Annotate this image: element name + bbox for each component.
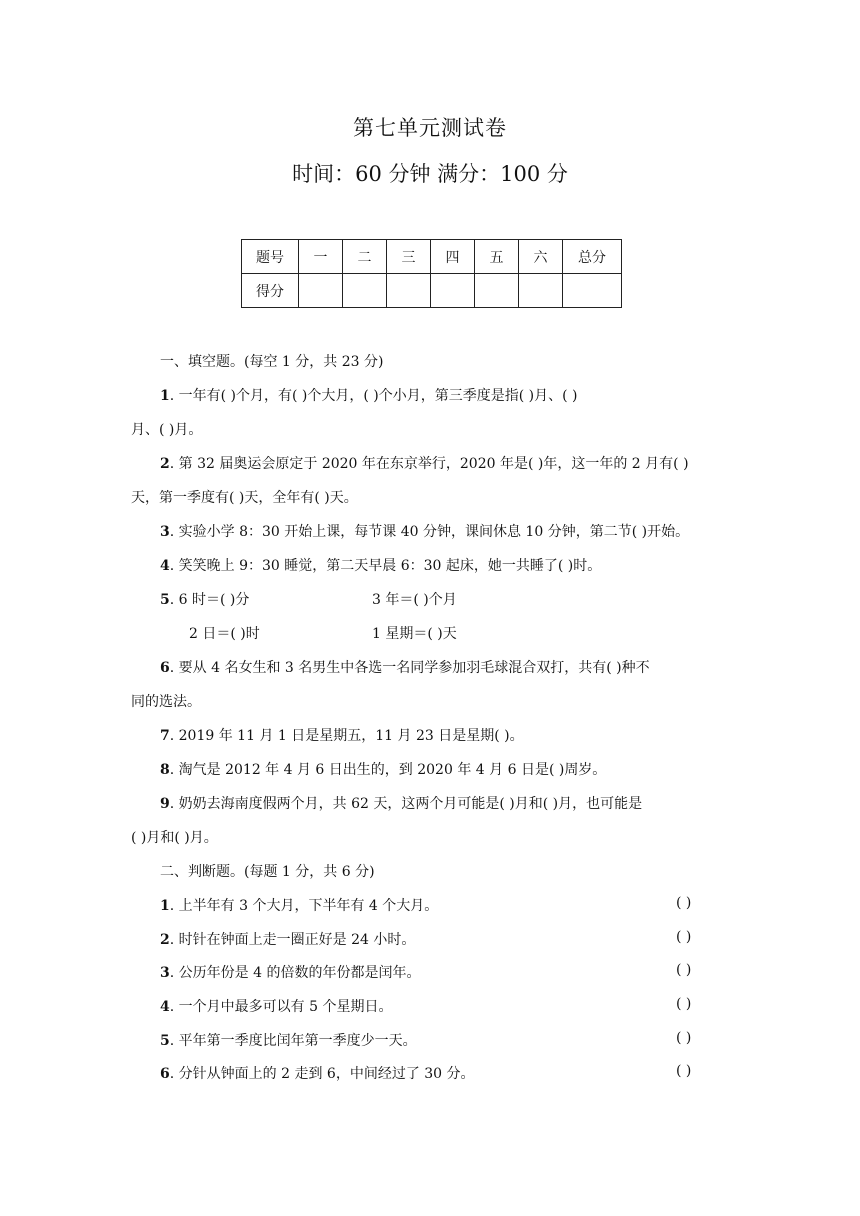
score-cell[interactable] <box>475 274 519 308</box>
question-number: 4 <box>160 558 170 574</box>
score-cell[interactable] <box>519 274 563 308</box>
question-5-part-b: 3 年＝( )个月 <box>372 592 457 608</box>
section-2-heading: 二、判断题。(每题 1 分，共 6 分) <box>160 864 375 880</box>
question-5-part-d: 1 星期＝( )天 <box>372 626 457 642</box>
question-text: . 6 时＝( )分 <box>169 592 250 608</box>
judge-item-5 <box>160 1030 417 1050</box>
question-number: 1 <box>160 898 170 914</box>
score-cell[interactable] <box>431 274 475 308</box>
score-cell-total[interactable] <box>563 274 622 308</box>
judge-text: . 分针从钟面上的 2 走到 6，中间经过了 30 分。 <box>169 1066 475 1082</box>
score-row-label: 得分 <box>242 274 299 308</box>
judge-item-2 <box>160 929 415 949</box>
question-text: . 淘气是 2012 年 4 月 6 日出生的，到 2020 年 4 月 6 日是( )周岁。 <box>169 762 607 778</box>
question-number: 5 <box>160 592 170 608</box>
question-text: . 要从 4 名女生和 3 名男生中各选一名同学参加羽毛球混合双打，共有( )种不 <box>169 660 650 676</box>
question-number: 6 <box>160 660 170 676</box>
score-table-score-row <box>242 274 622 308</box>
question-number: 4 <box>160 999 170 1015</box>
question-text: . 2019 年 11 月 1 日是星期五，11 月 23 日是星期( )。 <box>169 728 524 744</box>
question-text: . 实验小学 8：30 开始上课，每节课 40 分钟，课间休息 10 分钟，第二节( )开始。 <box>169 524 690 540</box>
score-cell[interactable] <box>299 274 343 308</box>
score-cell[interactable] <box>387 274 431 308</box>
score-table-header-row <box>242 240 622 274</box>
question-text: . 奶奶去海南度假两个月，共 62 天，这两个月可能是( )月和( )月，也可能是 <box>169 796 643 812</box>
judge-item-4 <box>160 996 392 1016</box>
page-title: 第七单元测试卷 <box>353 116 507 140</box>
judge-text: . 一个月中最多可以有 5 个星期日。 <box>169 999 393 1015</box>
judge-text: . 时针在钟面上走一圈正好是 24 小时。 <box>169 932 416 948</box>
header-cell-4: 四 <box>431 240 475 274</box>
answer-bracket[interactable]: ( ) <box>676 929 692 945</box>
answer-bracket[interactable]: ( ) <box>676 1030 692 1046</box>
answer-bracket[interactable]: ( ) <box>676 895 692 911</box>
question-number: 6 <box>160 1066 170 1082</box>
question-number: 1 <box>160 388 170 404</box>
section-1-heading: 一、填空题。(每空 1 分，共 23 分) <box>160 354 384 370</box>
question-1 <box>160 385 578 405</box>
header-cell-6: 六 <box>519 240 563 274</box>
question-2 <box>160 453 689 473</box>
question-9 <box>160 793 642 813</box>
judge-text: . 公历年份是 4 的倍数的年份都是闰年。 <box>169 965 421 981</box>
answer-bracket[interactable]: ( ) <box>676 962 692 978</box>
answer-bracket[interactable]: ( ) <box>676 1063 692 1079</box>
question-3 <box>160 521 689 541</box>
header-cell-3: 三 <box>387 240 431 274</box>
question-9-continued: ( )月和( )月。 <box>131 830 218 846</box>
judge-item-6 <box>160 1063 475 1083</box>
question-8 <box>160 759 606 779</box>
judge-text: . 上半年有 3 个大月，下半年有 4 个大月。 <box>169 898 439 914</box>
question-6 <box>160 657 650 677</box>
question-number: 8 <box>160 762 170 778</box>
header-cell-total: 总分 <box>563 240 622 274</box>
header-cell-2: 二 <box>343 240 387 274</box>
question-text: . 一年有( )个月，有( )个大月，( )个小月，第三季度是指( )月、( ) <box>169 388 578 404</box>
header-cell-question-number: 题号 <box>242 240 299 274</box>
question-7 <box>160 725 524 745</box>
question-2-continued: 天，第一季度有( )天，全年有( )天。 <box>131 490 358 506</box>
question-number: 9 <box>160 796 170 812</box>
judge-item-3 <box>160 962 420 982</box>
header-cell-1: 一 <box>299 240 343 274</box>
score-table <box>241 239 622 308</box>
judge-text: . 平年第一季度比闰年第一季度少一天。 <box>169 1033 417 1049</box>
answer-bracket[interactable]: ( ) <box>676 996 692 1012</box>
question-1-continued: 月、( )月。 <box>131 422 203 438</box>
question-text: . 第 32 届奥运会原定于 2020 年在东京举行，2020 年是( )年，这一年的 2 月有( ) <box>169 456 689 472</box>
question-number: 7 <box>160 728 170 744</box>
question-number: 3 <box>160 524 170 540</box>
question-number: 3 <box>160 965 170 981</box>
header-cell-5: 五 <box>475 240 519 274</box>
question-5-part-a <box>160 589 249 609</box>
question-4 <box>160 555 601 575</box>
question-6-continued: 同的选法。 <box>131 694 201 710</box>
question-5-part-c: 2 日＝( )时 <box>189 626 260 642</box>
score-cell[interactable] <box>343 274 387 308</box>
question-text: . 笑笑晚上 9：30 睡觉，第二天早晨 6：30 起床，她一共睡了( )时。 <box>169 558 602 574</box>
judge-item-1 <box>160 895 438 915</box>
question-number: 2 <box>160 932 170 948</box>
question-number: 2 <box>160 456 170 472</box>
question-number: 5 <box>160 1033 170 1049</box>
time-and-score-info: 时间：60 分钟 满分：100 分 <box>292 162 568 186</box>
